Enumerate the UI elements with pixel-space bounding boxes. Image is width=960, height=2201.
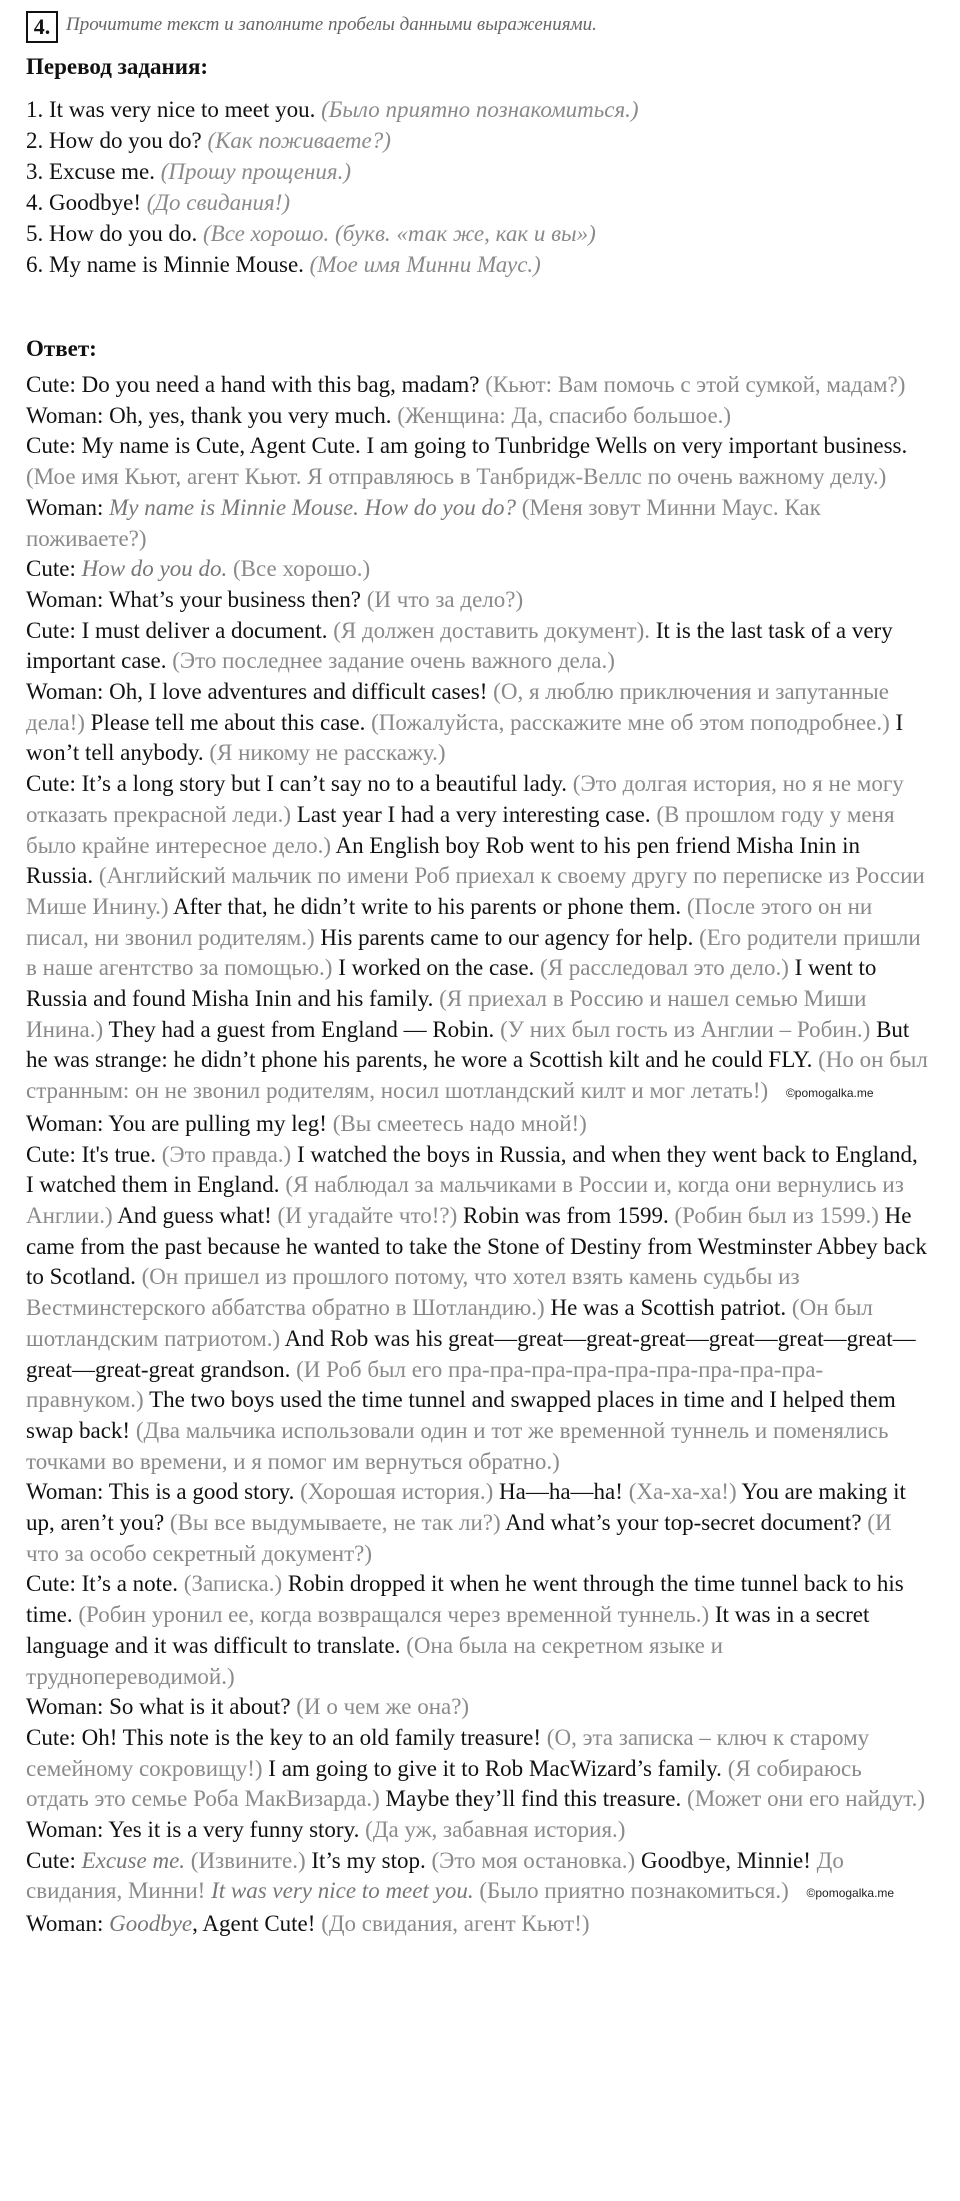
line-en: Woman: So what is it about? — [26, 1694, 291, 1720]
line-ru: (И о чем же она?) — [296, 1694, 470, 1720]
line-ru: (Я никому не расскажу.) — [209, 740, 446, 766]
line-ru: (И что за особо секретный документ?) — [26, 1510, 892, 1566]
line-ru: (И что за дело?) — [366, 586, 524, 612]
line-en: I worked on the case. — [338, 955, 535, 981]
item-en: 2. How do you do? — [26, 128, 202, 153]
line-en: And what’s your top-secret document? — [505, 1510, 862, 1536]
line-ru: (О, я люблю приключения и запутанные дела!) — [26, 679, 889, 735]
item-ru: (Все хорошо. (букв. «так же, как и вы») — [202, 221, 596, 246]
line-en: I won’t tell anybody. — [26, 709, 904, 766]
list-item — [26, 249, 930, 280]
line-ru: (И угадайте что!?) — [277, 1202, 458, 1228]
list-item — [26, 156, 930, 187]
line-ru: (Это последнее задание очень важного дела.) — [172, 648, 615, 674]
line-en: Cute: I must deliver a document. — [26, 617, 328, 643]
inserted-phrase: My name is Minnie Mouse. How do you do? — [109, 494, 517, 520]
line-ru: (Я должен доставить документ). — [333, 617, 650, 643]
item-ru: (Как поживаете?) — [207, 128, 391, 153]
item-ru: (Прошу прощения.) — [160, 159, 352, 184]
list-item — [26, 218, 930, 249]
line-en: Woman: Oh, yes, thank you very much. — [26, 402, 392, 428]
dialogue-line — [26, 1723, 930, 1815]
dialogue-line — [26, 1569, 930, 1692]
list-item — [26, 125, 930, 156]
line-ru: (Ха-ха-ха!) — [628, 1479, 737, 1505]
line-ru: (Вы смеетесь надо мной!) — [332, 1110, 587, 1136]
line-ru: (До свидания, агент Кьют!) — [321, 1911, 590, 1937]
line-ru: (Два мальчика использовали один и тот же временной туннель и поменялись точками во времени, и я помог им вернуться обратно.) — [26, 1417, 889, 1474]
line-en: Woman: — [26, 494, 104, 520]
line-en: Ha—ha—ha! — [499, 1479, 623, 1505]
dialogue-line — [26, 431, 930, 492]
line-en: Cute: It's true. — [26, 1141, 156, 1167]
line-en: Cute: It’s a note. — [26, 1571, 179, 1597]
line-ru: (Я собираюсь отдать это семье Роба МакВизарда.) — [26, 1755, 862, 1812]
line-en: Maybe they’ll find this treasure. — [385, 1786, 682, 1812]
answer-title: Ответ: — [26, 336, 97, 361]
dialogue-line — [26, 769, 930, 1109]
line-ru: До свидания, Минни! — [26, 1847, 844, 1904]
task-header — [26, 10, 930, 42]
item-en: 3. Excuse me. — [26, 159, 156, 184]
line-ru: (Она была на секретном языке и труднопереводимой.) — [26, 1632, 723, 1689]
dialogue-line — [26, 1815, 930, 1846]
translation-title: Перевод задания: — [26, 54, 209, 79]
line-ru: (Да уж, забавная история.) — [365, 1817, 626, 1843]
dialogue-line — [26, 585, 930, 616]
line-en: And guess what! — [117, 1202, 272, 1228]
item-ru: (Мое имя Минни Маус.) — [309, 252, 541, 277]
line-en: I am going to give it to Rob MacWizard’s family. — [268, 1755, 722, 1781]
line-ru: (Мое имя Кьют, агент Кьют. Я отправляюсь в Танбридж-Веллс по очень важному делу.) — [26, 464, 887, 490]
line-ru: (Все хорошо.) — [233, 556, 371, 582]
line-ru: (Извините.) — [190, 1847, 306, 1873]
line-ru: (Меня зовут Минни Маус. Как поживаете?) — [26, 494, 821, 551]
line-en: Cute: Do you need a hand with this bag, madam? — [26, 372, 480, 397]
line-ru: (Было приятно познакомиться.) — [479, 1878, 789, 1904]
dialogue-line — [26, 370, 930, 401]
line-ru: (Я расследовал это дело.) — [540, 955, 789, 981]
line-ru: (Я приехал в Россию и нашел семью Миши Инина.) — [26, 986, 867, 1042]
line-ru: (Кьют: Вам помочь с этой сумкой, мадам?) — [485, 372, 906, 397]
line-ru: (Это правда.) — [161, 1141, 292, 1167]
answer-dialogue — [26, 370, 930, 1940]
dialogue-line — [26, 401, 930, 432]
line-en: Goodbye, Minnie! — [640, 1847, 811, 1873]
item-ru: (До свидания!) — [146, 190, 291, 215]
item-en: 4. Goodbye! — [26, 190, 141, 215]
line-ru: (Робин был из 1599.) — [674, 1202, 879, 1228]
task-number-box: 4. — [26, 11, 58, 43]
line-en: Cute: — [26, 1847, 76, 1873]
line-ru: (После этого он ни писал, ни звонил родителям.) — [26, 893, 873, 950]
dialogue-line — [26, 554, 930, 585]
line-ru: (Его родители пришли в наше агентство за помощью.) — [26, 924, 921, 981]
line-ru: (В прошлом году у меня было крайне интересное дело.) — [26, 801, 895, 858]
line-ru: (Это моя остановка.) — [431, 1847, 636, 1873]
item-ru: (Было приятно познакомиться.) — [321, 97, 639, 122]
item-en: 6. My name is Minnie Mouse. — [26, 252, 304, 277]
line-ru: (Английский мальчик по имени Роб приехал к своему другу по переписке из России Мише Инину.) — [26, 863, 925, 919]
line-en: The two boys used the time tunnel and swapped places in time and I helped them swap back! — [26, 1387, 896, 1443]
line-en: And Rob was his great—great—great-great—great—great—great—great—great-great grandson. — [26, 1325, 916, 1382]
line-en: It is the last task of a very important case. — [26, 617, 893, 674]
list-item — [26, 94, 930, 125]
dialogue-line — [26, 1846, 930, 1909]
line-ru: (О, эта записка – ключ к старому семейному сокровищу!) — [26, 1724, 870, 1781]
line-ru: (Записка.) — [183, 1571, 283, 1597]
dialogue-line — [26, 1909, 930, 1940]
line-ru: (Это долгая история, но я не могу отказать прекрасной леди.) — [26, 771, 904, 827]
line-en: Cute: It’s a long story but I can’t say no to a beautiful lady. — [26, 771, 568, 797]
line-ru: (Может они его найдут.) — [687, 1786, 926, 1812]
line-en: Woman: Yes it is a very funny story. — [26, 1817, 360, 1843]
line-ru: (Робин уронил ее, когда возвращался через временной туннель.) — [78, 1602, 710, 1628]
line-en: Cute: My name is Cute, Agent Cute. I am going to Tunbridge Wells on very important business. — [26, 433, 908, 459]
watermark: ©pomogalka.me — [785, 1086, 874, 1101]
inserted-phrase: Excuse me. — [81, 1847, 186, 1873]
line-en: Robin dropped it when he went through the time tunnel back to his time. — [26, 1571, 904, 1628]
line-en: , Agent Cute! — [192, 1911, 316, 1937]
inserted-phrase: How do you do. — [81, 556, 228, 582]
line-en: Woman: Oh, I love adventures and difficult cases! — [26, 679, 488, 705]
dialogue-line — [26, 1140, 930, 1478]
inserted-phrase: Goodbye — [109, 1911, 193, 1937]
line-en: Woman: You are pulling my leg! — [26, 1110, 327, 1136]
line-en: Cute: Oh! This note is the key to an old family treasure! — [26, 1724, 542, 1750]
dialogue-line — [26, 677, 930, 769]
watermark: ©pomogalka.me — [806, 1886, 895, 1901]
line-en: He was a Scottish patriot. — [550, 1295, 787, 1321]
dialogue-line — [26, 1477, 930, 1569]
line-en: His parents came to our agency for help. — [320, 924, 694, 950]
line-en: Woman: — [26, 1911, 104, 1937]
line-en: After that, he didn’t write to his parents or phone them. — [173, 893, 682, 919]
dialogue-line — [26, 1692, 930, 1723]
line-ru: (Но он был странным: он не звонил родителям, носил шотландский килт и мог летать!) — [26, 1047, 928, 1104]
line-en: Cute: — [26, 556, 76, 582]
line-en: They had a guest from England — Robin. — [108, 1016, 495, 1042]
line-en: I watched the boys in Russia, and when they went back to England, I watched them in England. — [26, 1141, 918, 1198]
dialogue-line — [26, 1109, 930, 1140]
line-en: He came from the past because he wanted to take the Stone of Destiny from Westminster Abbey back to Scotland. — [26, 1202, 927, 1290]
line-en: Woman: What’s your business then? — [26, 586, 362, 612]
line-ru: (У них был гость из Англии – Робин.) — [500, 1016, 871, 1042]
line-en: Please tell me about this case. — [90, 709, 366, 735]
line-en: You are making it up, aren’t you? — [26, 1479, 906, 1536]
item-en: 1. It was very nice to meet you. — [26, 97, 316, 122]
dialogue-line — [26, 616, 930, 677]
item-en: 5. How do you do. — [26, 221, 198, 246]
line-en: Woman: This is a good story. — [26, 1479, 295, 1505]
line-en: I went to Russia and found Misha Inin and his family. — [26, 955, 877, 1012]
line-en: But he was strange: he didn’t phone his parents, he wore a Scottish kilt and he could FLY. — [26, 1016, 910, 1073]
line-en: Last year I had a very interesting case. — [296, 801, 651, 827]
translation-list — [26, 94, 930, 280]
task-instruction: Прочитите текст и заполните пробелы данными выражениями. — [66, 14, 597, 35]
inserted-phrase: It was very nice to meet you. — [211, 1878, 474, 1904]
line-ru: (Я наблюдал за мальчиками в России и, когда они вернулись из Англии.) — [26, 1172, 904, 1228]
line-ru: (Вы все выдумываете, не так ли?) — [169, 1510, 501, 1536]
list-item — [26, 187, 930, 218]
line-ru: (Хорошая история.) — [300, 1479, 494, 1505]
line-en: Robin was from 1599. — [463, 1202, 669, 1228]
dialogue-line — [26, 493, 930, 554]
line-en: An English boy Rob went to his pen friend Misha Inin in Russia. — [26, 832, 861, 889]
line-ru: (И Роб был его пра-пра-пра-пра-пра-пра-пра-пра-пра-правнуком.) — [26, 1356, 824, 1413]
line-ru: (Пожалуйста, расскажите мне об этом поподробнее.) — [371, 709, 890, 735]
line-ru: (Женщина: Да, спасибо большое.) — [397, 402, 732, 428]
line-ru: (Он был шотландским патриотом.) — [26, 1295, 873, 1351]
line-ru: (Он пришел из прошлого потому, что хотел взять камень судьбы из Вестминстерского аббатства обратно в Шотландию.) — [26, 1264, 800, 1321]
line-en: It’s my stop. — [311, 1847, 426, 1873]
line-en: It was in a secret language and it was difficult to translate. — [26, 1602, 870, 1658]
